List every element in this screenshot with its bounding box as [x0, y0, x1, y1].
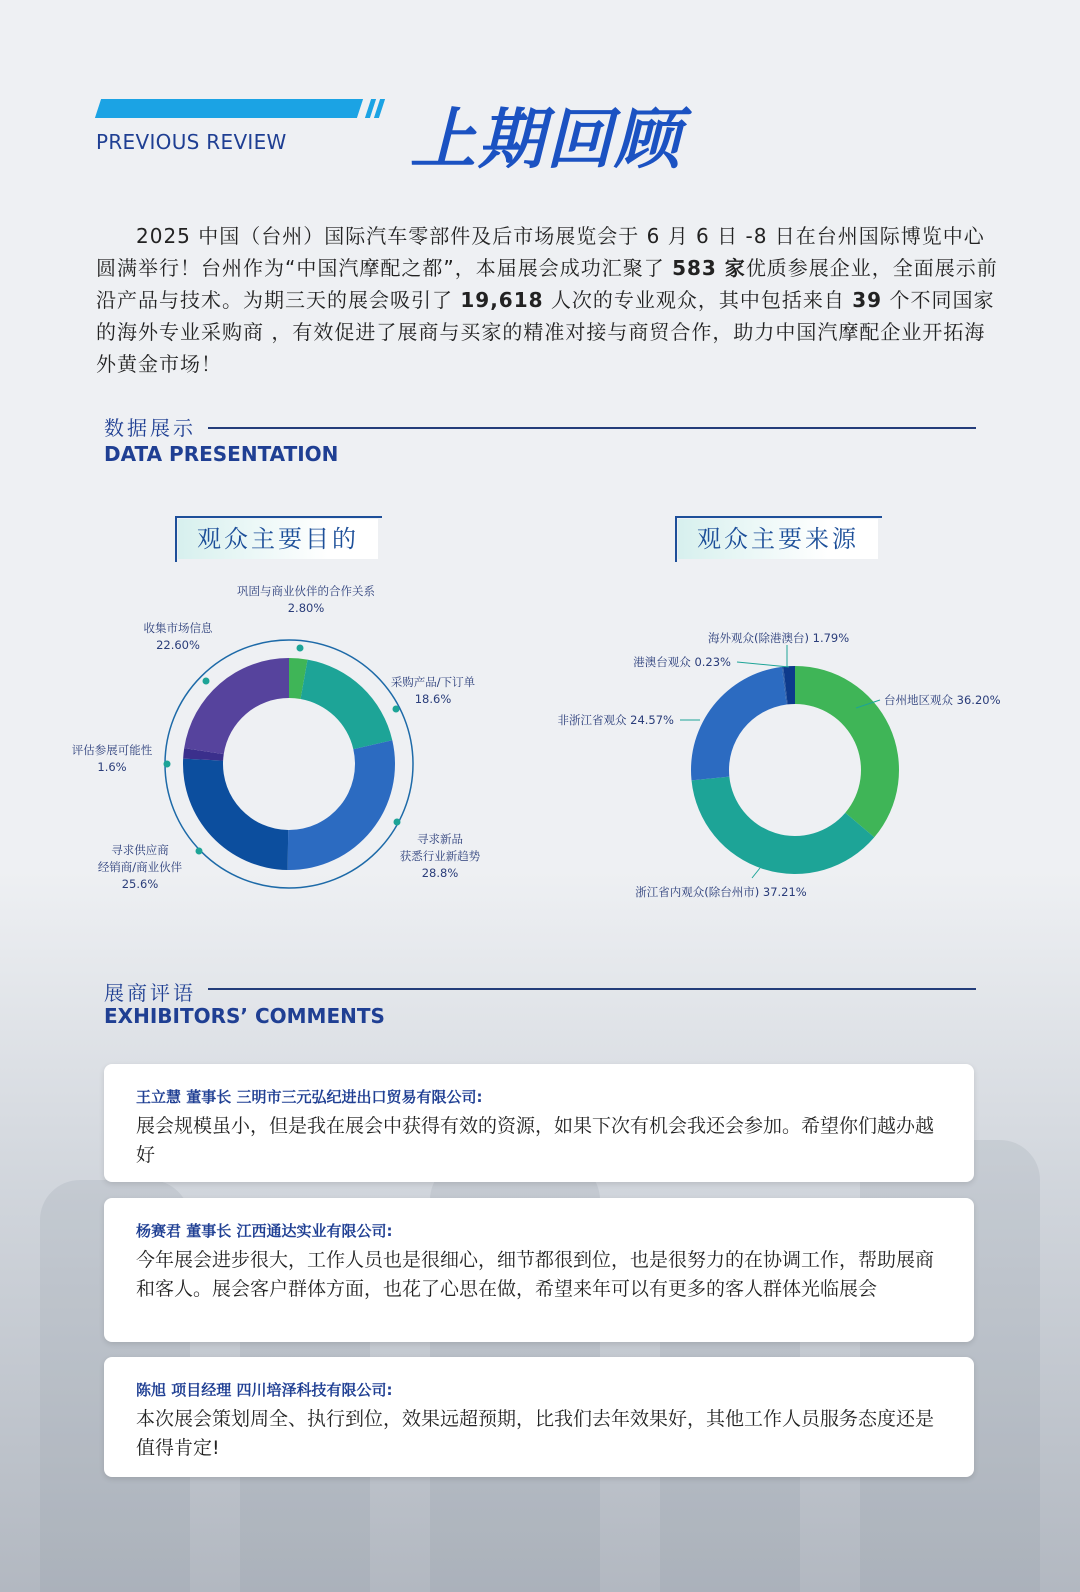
slice-label: 28.8%: [421, 866, 459, 880]
donut-slice: [288, 740, 395, 870]
donut-slice: [691, 667, 787, 781]
slice-label: 25.6%: [121, 877, 159, 891]
donut-slice: [184, 658, 289, 754]
label-marker: [203, 678, 210, 685]
data-section-cn-title: 数据展示: [104, 416, 196, 440]
slice-label: 采购产品/下订单: [390, 675, 476, 689]
slice-label: 港澳台观众 0.23%: [633, 655, 731, 669]
slice-label: 18.6%: [414, 692, 452, 706]
slice-label: 台州地区观众 36.20%: [884, 693, 1001, 707]
label-marker: [394, 819, 401, 826]
comment-card: [104, 1064, 974, 1182]
chart1-title: 观众主要目的: [178, 519, 378, 559]
slice-label: 评估参展可能性: [71, 743, 153, 757]
slice-label: 巩固与商业伙伴的合作关系: [237, 584, 375, 598]
leader-line: [737, 662, 789, 667]
donut-slice: [301, 660, 393, 750]
intro-paragraph: 2025 中国（台州）国际汽车零部件及后市场展览会于 6 月 6 日 -8 日在台州国际博览中心圆满举行！台州作为“中国汽摩配之都”，本届展会成功汇聚了 583 家优质参展企业，全面展示前沿产品与技术。为期三天的展会吸引了 19,618 人次的专业观众，其中包括来自 39 个不同国家的海外专业采购商 ，有效促进了展商与买家的精准对接与商贸合作，助力中国汽摩配企业开拓海外黄金市场！: [96, 224, 998, 376]
commenter-name: 陈旭 项目经理 四川培泽科技有限公司:: [136, 1381, 393, 1399]
chart2-title: 观众主要来源: [678, 519, 878, 559]
slice-label: 寻求新品: [417, 832, 463, 846]
slice-label: 海外观众(除港澳台) 1.79%: [708, 631, 850, 645]
section-divider: [208, 988, 976, 990]
comments-section-en-title: EXHIBITORS’ COMMENTS: [104, 1004, 385, 1028]
comments-section-cn-title: 展商评语: [104, 981, 196, 1005]
label-marker: [196, 848, 203, 855]
label-marker: [393, 706, 400, 713]
slice-label: 浙江省内观众(除台州市) 37.21%: [635, 885, 807, 899]
slice-label: 2.80%: [287, 601, 325, 615]
slice-label: 22.60%: [156, 638, 200, 652]
header-en-title: PREVIOUS REVIEW: [96, 130, 287, 154]
slice-label: 收集市场信息: [143, 621, 213, 635]
slice-label: 经销商/商业伙伴: [97, 860, 183, 874]
label-marker: [297, 645, 304, 652]
comment-card: [104, 1357, 974, 1477]
slice-label: 寻求供应商: [111, 843, 169, 857]
donut-slice: [795, 666, 899, 837]
commenter-name: 杨赛君 董事长 江西通达实业有限公司:: [136, 1222, 393, 1240]
comment-text: 展会规模虽小，但是我在展会中获得有效的资源，如果下次有机会我还会参加。希望你们越办越好: [136, 1115, 935, 1166]
commenter-name: 王立慧 董事长 三明市三元弘纪进出口贸易有限公司:: [136, 1088, 483, 1106]
header-cn-title: 上期回顾: [410, 101, 682, 178]
leader-line: [752, 868, 760, 878]
comment-text: 本次展会策划周全、执行到位，效果远超预期，比我们去年效果好，其他工作人员服务态度还是值得肯定!: [136, 1408, 935, 1459]
data-section-en-title: DATA PRESENTATION: [104, 442, 339, 466]
comment-text: 今年展会进步很大，工作人员也是很细心，细节都很到位，也是很努力的在协调工作，帮助展商和客人。展会客户群体方面，也花了心思在做，希望来年可以有更多的客人群体光临展会: [136, 1249, 935, 1300]
comment-card: [104, 1198, 974, 1342]
slice-label: 1.6%: [97, 760, 127, 774]
label-marker: [164, 761, 171, 768]
slice-label: 非浙江省观众 24.57%: [557, 713, 674, 727]
donut-slice: [692, 777, 875, 874]
slice-label: 获悉行业新趋势: [399, 849, 481, 863]
